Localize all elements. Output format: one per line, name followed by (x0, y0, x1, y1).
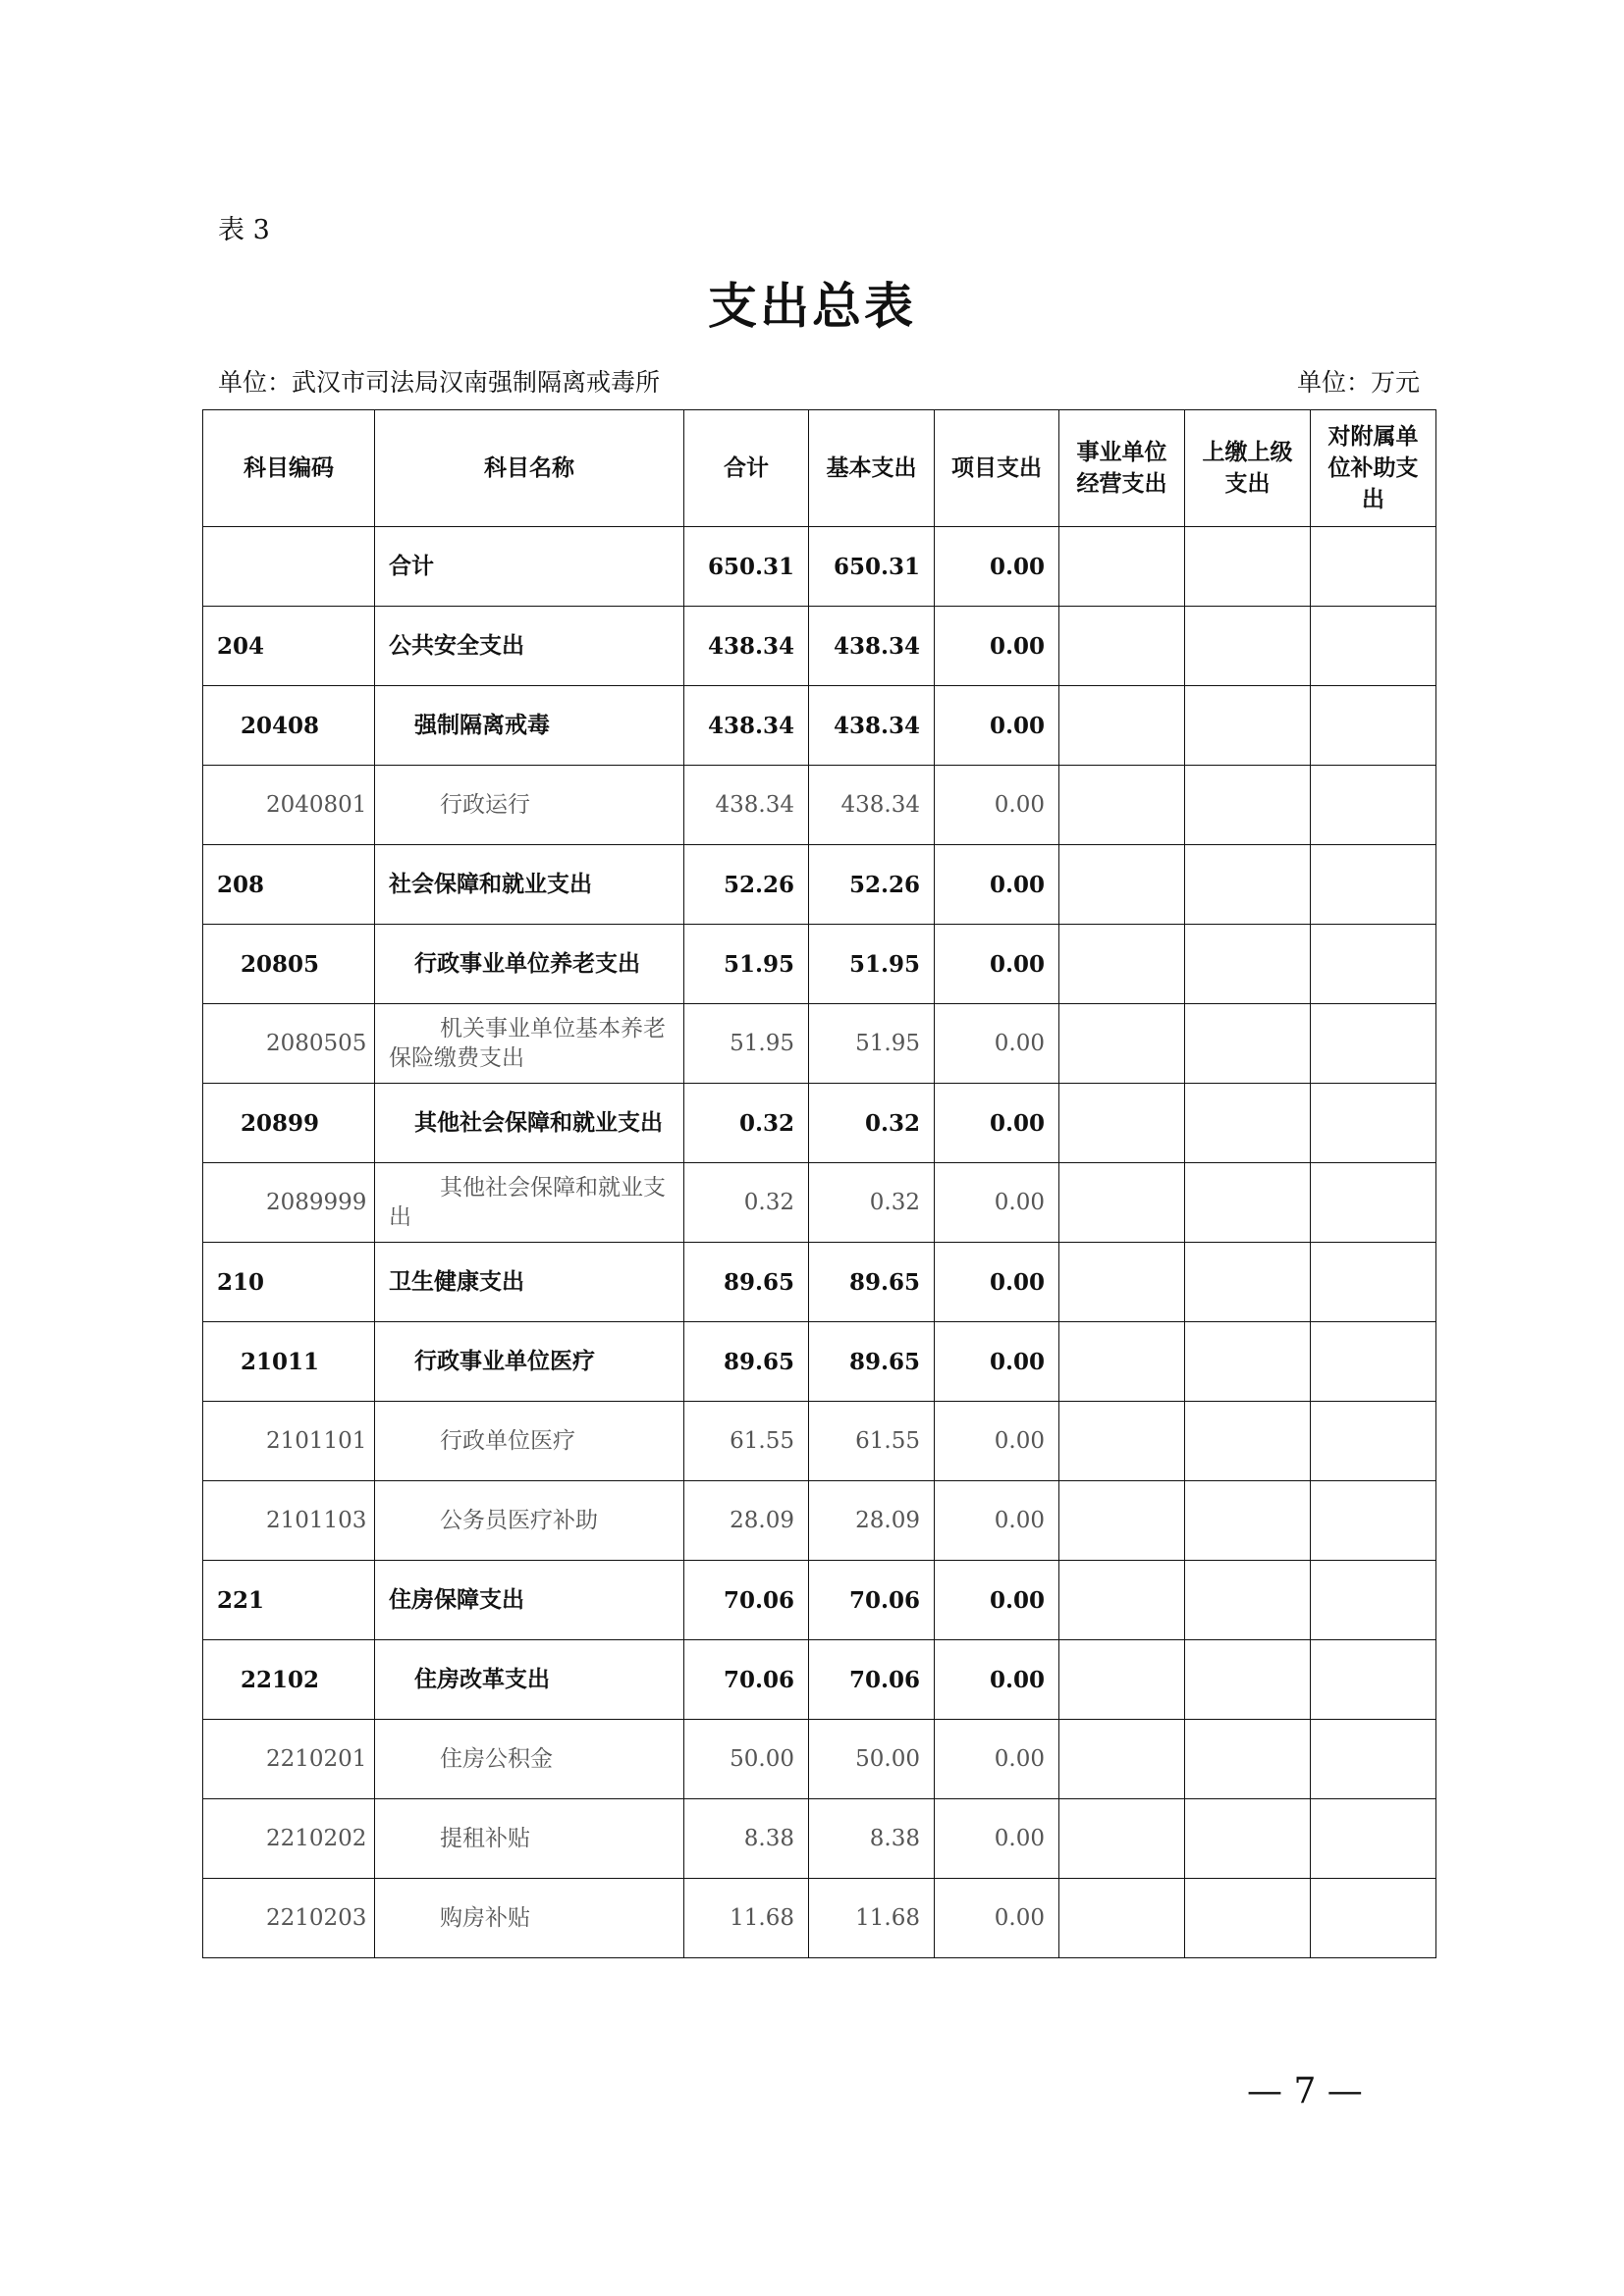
cell-basic: 50.00 (809, 1720, 935, 1799)
cell-total: 50.00 (684, 1720, 809, 1799)
table-row (203, 1322, 1436, 1402)
unit-currency: 单位：万元 (1296, 368, 1420, 397)
cell-business (1059, 1322, 1185, 1402)
table-row (203, 766, 1436, 845)
cell-business (1059, 1640, 1185, 1720)
cell-basic: 8.38 (809, 1799, 935, 1879)
cell-total: 438.34 (684, 607, 809, 686)
cell-upper (1185, 1720, 1311, 1799)
cell-project: 0.00 (935, 1561, 1059, 1640)
cell-upper (1185, 607, 1311, 686)
table-row (203, 1879, 1436, 1958)
cell-upper (1185, 1322, 1311, 1402)
cell-basic: 438.34 (809, 607, 935, 686)
cell-project: 0.00 (935, 1879, 1059, 1958)
cell-total: 8.38 (684, 1799, 809, 1879)
cell-business (1059, 766, 1185, 845)
cell-total: 51.95 (684, 925, 809, 1004)
cell-total: 650.31 (684, 527, 809, 607)
cell-business (1059, 1243, 1185, 1322)
cell-total: 89.65 (684, 1322, 809, 1402)
cell-subsidy (1311, 1084, 1436, 1163)
header-basic: 基本支出 (809, 410, 935, 527)
cell-project: 0.00 (935, 845, 1059, 925)
table-row (203, 925, 1436, 1004)
cell-total: 438.34 (684, 766, 809, 845)
table-row (203, 1481, 1436, 1561)
table-row (203, 1004, 1436, 1084)
cell-project: 0.00 (935, 925, 1059, 1004)
cell-business (1059, 925, 1185, 1004)
cell-code (203, 527, 375, 607)
cell-name: 机关事业单位基本养老保险缴费支出 (375, 1004, 684, 1084)
cell-code: 21011 (203, 1322, 375, 1402)
cell-basic: 51.95 (809, 925, 935, 1004)
cell-basic: 438.34 (809, 686, 935, 766)
cell-basic: 28.09 (809, 1481, 935, 1561)
header-total: 合计 (684, 410, 809, 527)
cell-basic: 438.34 (809, 766, 935, 845)
cell-project: 0.00 (935, 1322, 1059, 1402)
cell-subsidy (1311, 845, 1436, 925)
cell-business (1059, 1481, 1185, 1561)
cell-project: 0.00 (935, 1402, 1059, 1481)
cell-name: 合计 (375, 527, 684, 607)
cell-total: 70.06 (684, 1640, 809, 1720)
cell-total: 70.06 (684, 1561, 809, 1640)
cell-basic: 70.06 (809, 1561, 935, 1640)
cell-basic: 0.32 (809, 1163, 935, 1243)
cell-subsidy (1311, 1243, 1436, 1322)
cell-name: 住房保障支出 (375, 1561, 684, 1640)
cell-name: 公共安全支出 (375, 607, 684, 686)
cell-code: 20408 (203, 686, 375, 766)
cell-subsidy (1311, 1640, 1436, 1720)
table-row (203, 1720, 1436, 1799)
cell-business (1059, 1720, 1185, 1799)
cell-subsidy (1311, 1481, 1436, 1561)
table-label: 表 3 (218, 215, 270, 245)
cell-total: 51.95 (684, 1004, 809, 1084)
cell-business (1059, 607, 1185, 686)
cell-name: 住房公积金 (375, 1720, 684, 1799)
table-row (203, 1640, 1436, 1720)
cell-business (1059, 1799, 1185, 1879)
cell-code: 2210201 (203, 1720, 375, 1799)
table-row (203, 1243, 1436, 1322)
cell-code: 2080505 (203, 1004, 375, 1084)
cell-basic: 51.95 (809, 1004, 935, 1084)
cell-name: 其他社会保障和就业支出 (375, 1163, 684, 1243)
cell-upper (1185, 1879, 1311, 1958)
cell-business (1059, 1084, 1185, 1163)
cell-total: 89.65 (684, 1243, 809, 1322)
cell-upper (1185, 1799, 1311, 1879)
cell-business (1059, 1163, 1185, 1243)
cell-subsidy (1311, 686, 1436, 766)
table-row (203, 845, 1436, 925)
cell-upper (1185, 1084, 1311, 1163)
cell-basic: 70.06 (809, 1640, 935, 1720)
cell-name: 卫生健康支出 (375, 1243, 684, 1322)
cell-subsidy (1311, 1561, 1436, 1640)
cell-project: 0.00 (935, 1004, 1059, 1084)
cell-code: 221 (203, 1561, 375, 1640)
cell-upper (1185, 766, 1311, 845)
cell-subsidy (1311, 1402, 1436, 1481)
table-row (203, 686, 1436, 766)
cell-business (1059, 1004, 1185, 1084)
table-row (203, 527, 1436, 607)
cell-upper (1185, 1243, 1311, 1322)
cell-project: 0.00 (935, 1163, 1059, 1243)
cell-code: 204 (203, 607, 375, 686)
cell-total: 0.32 (684, 1084, 809, 1163)
cell-subsidy (1311, 1163, 1436, 1243)
table-row (203, 1402, 1436, 1481)
cell-subsidy (1311, 766, 1436, 845)
header-subsidy: 对附属单位补助支出 (1311, 410, 1436, 527)
unit-organization: 单位：武汉市司法局汉南强制隔离戒毒所 (218, 368, 661, 397)
cell-name: 行政单位医疗 (375, 1402, 684, 1481)
cell-code: 2210203 (203, 1879, 375, 1958)
cell-subsidy (1311, 925, 1436, 1004)
cell-project: 0.00 (935, 527, 1059, 607)
header-business: 事业单位经营支出 (1059, 410, 1185, 527)
cell-subsidy (1311, 1879, 1436, 1958)
expenditure-table (202, 409, 1436, 1958)
cell-name: 社会保障和就业支出 (375, 845, 684, 925)
cell-basic: 89.65 (809, 1322, 935, 1402)
table-row (203, 1561, 1436, 1640)
cell-project: 0.00 (935, 1243, 1059, 1322)
cell-subsidy (1311, 607, 1436, 686)
cell-total: 0.32 (684, 1163, 809, 1243)
cell-code: 22102 (203, 1640, 375, 1720)
header-upper: 上缴上级支出 (1185, 410, 1311, 527)
table-row (203, 1163, 1436, 1243)
header-code: 科目编码 (203, 410, 375, 527)
cell-name: 其他社会保障和就业支出 (375, 1084, 684, 1163)
cell-upper (1185, 1561, 1311, 1640)
cell-business (1059, 686, 1185, 766)
cell-project: 0.00 (935, 607, 1059, 686)
cell-upper (1185, 1640, 1311, 1720)
header-name: 科目名称 (375, 410, 684, 527)
cell-upper (1185, 1402, 1311, 1481)
cell-subsidy (1311, 1322, 1436, 1402)
page-title: 支出总表 (708, 278, 916, 335)
cell-upper (1185, 1163, 1311, 1243)
cell-business (1059, 845, 1185, 925)
table-row (203, 607, 1436, 686)
cell-name: 行政运行 (375, 766, 684, 845)
cell-code: 210 (203, 1243, 375, 1322)
cell-code: 20805 (203, 925, 375, 1004)
table-row (203, 1799, 1436, 1879)
cell-total: 52.26 (684, 845, 809, 925)
cell-project: 0.00 (935, 686, 1059, 766)
cell-business (1059, 1561, 1185, 1640)
cell-total: 438.34 (684, 686, 809, 766)
cell-subsidy (1311, 1004, 1436, 1084)
cell-upper (1185, 925, 1311, 1004)
cell-name: 行政事业单位养老支出 (375, 925, 684, 1004)
header-project: 项目支出 (935, 410, 1059, 527)
cell-subsidy (1311, 1799, 1436, 1879)
cell-code: 2040801 (203, 766, 375, 845)
cell-project: 0.00 (935, 766, 1059, 845)
page-number: — 7 — (1247, 2071, 1363, 2111)
cell-subsidy (1311, 527, 1436, 607)
cell-upper (1185, 1004, 1311, 1084)
cell-project: 0.00 (935, 1799, 1059, 1879)
cell-name: 公务员医疗补助 (375, 1481, 684, 1561)
table-header-row (203, 410, 1436, 527)
table-row (203, 1084, 1436, 1163)
cell-code: 20899 (203, 1084, 375, 1163)
cell-project: 0.00 (935, 1481, 1059, 1561)
cell-project: 0.00 (935, 1084, 1059, 1163)
cell-total: 28.09 (684, 1481, 809, 1561)
cell-code: 2101101 (203, 1402, 375, 1481)
cell-upper (1185, 527, 1311, 607)
cell-basic: 61.55 (809, 1402, 935, 1481)
cell-name: 强制隔离戒毒 (375, 686, 684, 766)
cell-upper (1185, 1481, 1311, 1561)
cell-total: 11.68 (684, 1879, 809, 1958)
cell-name: 购房补贴 (375, 1879, 684, 1958)
cell-code: 2089999 (203, 1163, 375, 1243)
cell-name: 行政事业单位医疗 (375, 1322, 684, 1402)
cell-upper (1185, 845, 1311, 925)
cell-upper (1185, 686, 1311, 766)
cell-name: 提租补贴 (375, 1799, 684, 1879)
cell-project: 0.00 (935, 1720, 1059, 1799)
cell-business (1059, 1879, 1185, 1958)
cell-basic: 0.32 (809, 1084, 935, 1163)
cell-basic: 52.26 (809, 845, 935, 925)
cell-basic: 650.31 (809, 527, 935, 607)
cell-project: 0.00 (935, 1640, 1059, 1720)
cell-business (1059, 527, 1185, 607)
cell-business (1059, 1402, 1185, 1481)
cell-subsidy (1311, 1720, 1436, 1799)
cell-basic: 11.68 (809, 1879, 935, 1958)
cell-code: 2210202 (203, 1799, 375, 1879)
cell-code: 2101103 (203, 1481, 375, 1561)
cell-total: 61.55 (684, 1402, 809, 1481)
cell-code: 208 (203, 845, 375, 925)
cell-basic: 89.65 (809, 1243, 935, 1322)
cell-name: 住房改革支出 (375, 1640, 684, 1720)
